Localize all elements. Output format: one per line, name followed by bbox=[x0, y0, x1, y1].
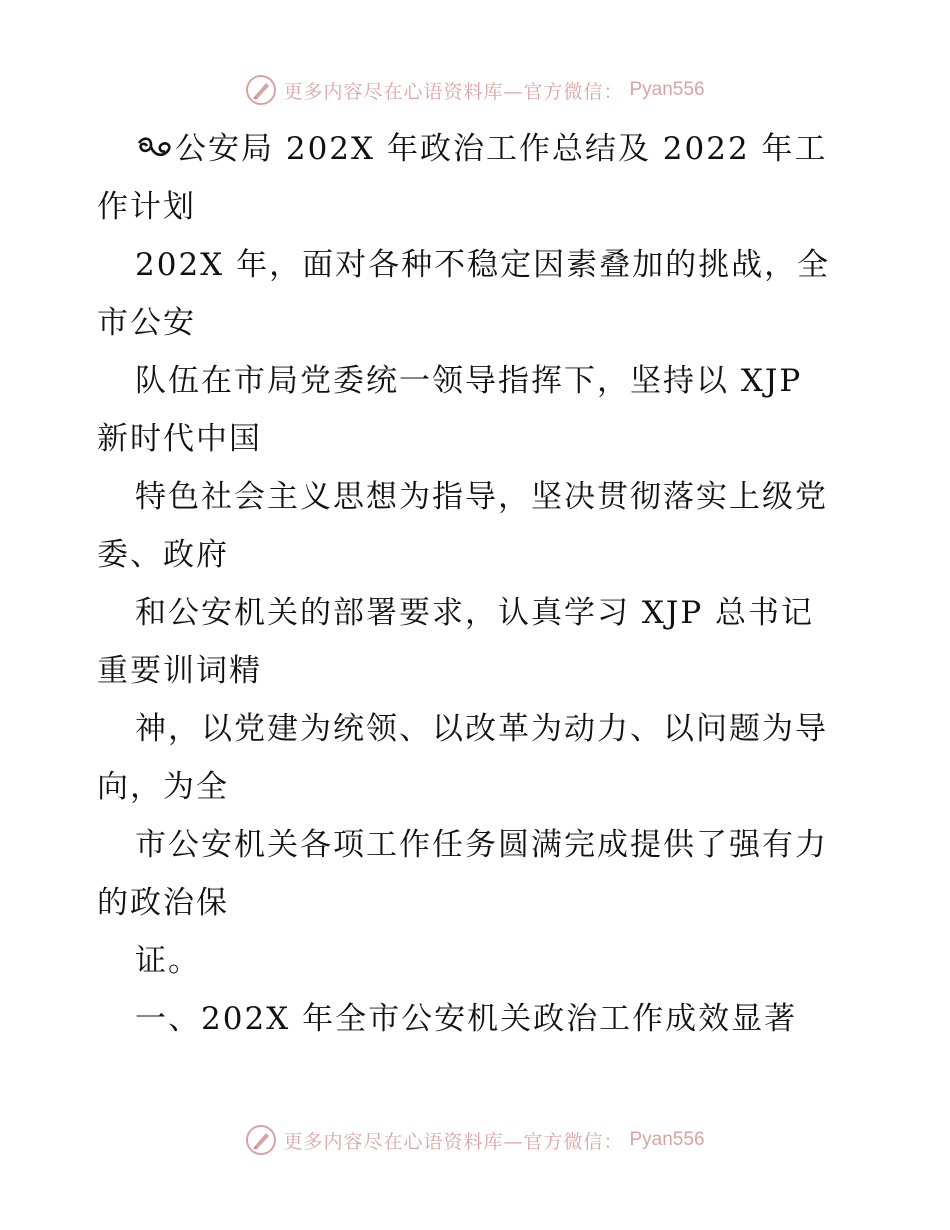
document-title-line-1 bbox=[97, 120, 857, 178]
paragraph-line: 证。 bbox=[135, 943, 201, 979]
paragraph-line: 202X 年，面对各种不稳定因素叠加的挑战，全 bbox=[135, 247, 831, 283]
watermark-text: 更多内容尽在心语资料库—官方微信： bbox=[283, 1130, 624, 1153]
flourish-icon bbox=[135, 133, 173, 163]
paragraph-line: 新时代中国 bbox=[97, 421, 262, 457]
paragraph-line: 的政治保 bbox=[97, 885, 229, 921]
paragraph-line: 重要训词精 bbox=[97, 653, 262, 689]
document-title-text: 公安局 202X 年政治工作总结及 2022 年工 bbox=[175, 131, 828, 167]
document-body bbox=[97, 120, 857, 1048]
watermark-wechat-id: Pyan556 bbox=[629, 1129, 705, 1150]
paragraph-line: 神，以党建为统领、以改革为动力、以问题为导 bbox=[135, 711, 828, 747]
paragraph-line: 和公安机关的部署要求，认真学习 XJP 总书记 bbox=[135, 595, 815, 631]
paragraph-line: 队伍在市局党委统一领导指挥下，坚持以 XJP bbox=[135, 363, 803, 399]
paragraph-line: 向，为全 bbox=[97, 769, 229, 805]
watermark-text: 更多内容尽在心语资料库—官方微信： bbox=[283, 80, 624, 103]
paragraph-line: 市公安机关各项工作任务圆满完成提供了强有力 bbox=[135, 827, 828, 863]
section-heading: 一、202X 年全市公安机关政治工作成效显著 bbox=[135, 1001, 798, 1037]
header-watermark bbox=[0, 70, 950, 110]
paragraph-line: 委、政府 bbox=[97, 537, 229, 573]
pen-logo-icon bbox=[245, 1124, 277, 1156]
paragraph-line: 特色社会主义思想为指导，坚决贯彻落实上级党 bbox=[135, 479, 828, 515]
paragraph-line: 市公安 bbox=[97, 305, 196, 341]
footer-watermark bbox=[0, 1120, 950, 1160]
document-title-line-2: 作计划 bbox=[97, 189, 196, 225]
watermark-wechat-id: Pyan556 bbox=[629, 79, 705, 100]
pen-logo-icon bbox=[245, 74, 277, 106]
